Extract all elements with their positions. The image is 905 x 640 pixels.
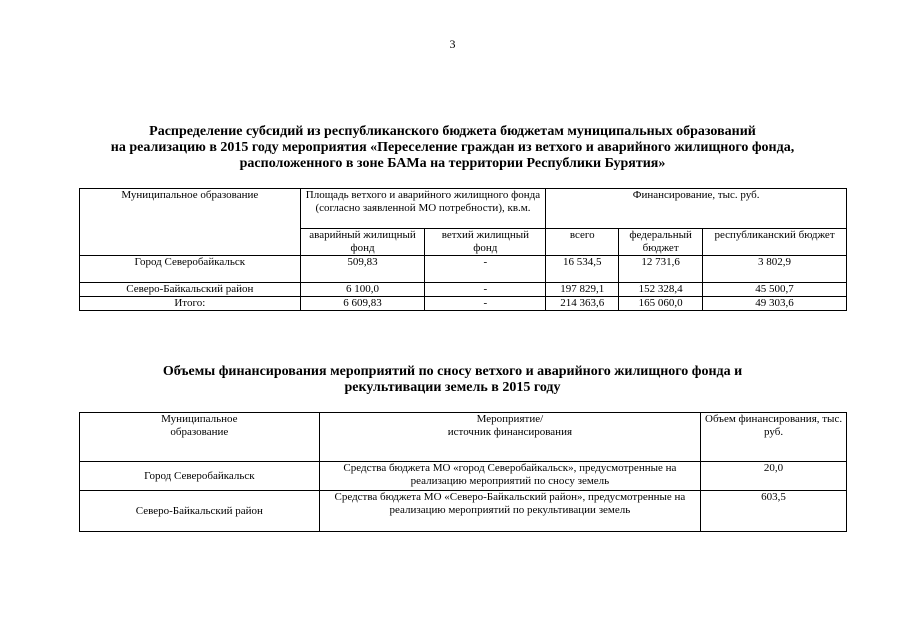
header-area: Площадь ветхого и аварийного жилищного фонда (согласно заявленной МО потребности), кв.м. (300, 189, 546, 229)
cell-municipality: Город Северобайкальск (80, 256, 301, 283)
cell-volume: 603,5 (701, 491, 847, 532)
header-federal: федеральный бюджет (619, 229, 703, 256)
section2-title-line1: Объемы финансирования мероприятий по сносу ветхого и аварийного жилищного фонда и (162, 364, 743, 379)
cell-republican: 45 500,7 (703, 283, 847, 297)
page-number: 3 (449, 37, 456, 51)
cell-dilapidated: - (425, 256, 546, 283)
subsidy-distribution-table (79, 188, 847, 311)
header-municipality-line2: образование (170, 426, 229, 438)
header-municipality-line1: Муниципальное (161, 413, 238, 425)
cell-federal: 152 328,4 (619, 283, 703, 297)
table-header-row (80, 189, 847, 229)
cell-republican: 49 303,6 (703, 297, 847, 311)
table-header-row (80, 413, 847, 462)
section1-title-line3: расположенного в зоне БАМа на территории Республики Бурятия» (239, 156, 666, 171)
table-row (80, 462, 847, 491)
section1-title-line1: Распределение субсидий из республиканского бюджета бюджетам муниципальных образований (149, 124, 756, 139)
cell-dilapidated: - (425, 283, 546, 297)
header-measure-line1: Мероприятие/ (476, 413, 544, 425)
cell-total: 197 829,1 (546, 283, 619, 297)
cell-emergency: 509,83 (300, 256, 425, 283)
cell-municipality: Город Северобайкальск (80, 462, 320, 491)
section2-title (60, 364, 845, 396)
cell-municipality: Итого: (80, 297, 301, 311)
cell-emergency: 6 100,0 (300, 283, 425, 297)
cell-emergency: 6 609,83 (300, 297, 425, 311)
table-row (80, 491, 847, 532)
cell-dilapidated: - (425, 297, 546, 311)
demolition-financing-table (79, 412, 847, 532)
header-measure-line2: источник финансирования (447, 426, 573, 438)
cell-total: 214 363,6 (546, 297, 619, 311)
section1-title (60, 124, 845, 172)
header-total: всего (546, 229, 619, 256)
cell-volume: 20,0 (701, 462, 847, 491)
cell-municipality: Северо-Байкальский район (80, 491, 320, 532)
header-municipality (80, 413, 320, 462)
table-row (80, 283, 847, 297)
header-dilapidated: ветхий жилищный фонд (425, 229, 546, 256)
cell-federal: 165 060,0 (619, 297, 703, 311)
header-republican: республиканский бюджет (703, 229, 847, 256)
cell-federal: 12 731,6 (619, 256, 703, 283)
header-measure (319, 413, 700, 462)
cell-measure: Средства бюджета МО «Северо-Байкальский район», предусмотренные на реализацию мероприятий по рекультивации земель (319, 491, 700, 532)
cell-republican: 3 802,9 (703, 256, 847, 283)
table-total-row (80, 297, 847, 311)
table-row (80, 256, 847, 283)
header-financing: Финансирование, тыс. руб. (546, 189, 847, 229)
section1-title-line2: на реализацию в 2015 году мероприятия «Переселение граждан из ветхого и аварийного жилищного фонда, (110, 140, 795, 155)
header-volume: Объем финансирования, тыс. руб. (701, 413, 847, 462)
cell-total: 16 534,5 (546, 256, 619, 283)
header-emergency: аварийный жилищный фонд (300, 229, 425, 256)
section2-title-line2: рекультивации земель в 2015 году (344, 380, 561, 395)
cell-municipality: Северо-Байкальский район (80, 283, 301, 297)
header-municipality: Муниципальное образование (80, 189, 301, 256)
cell-measure: Средства бюджета МО «город Северобайкальск», предусмотренные на реализацию мероприятий по сносу земель (319, 462, 700, 491)
